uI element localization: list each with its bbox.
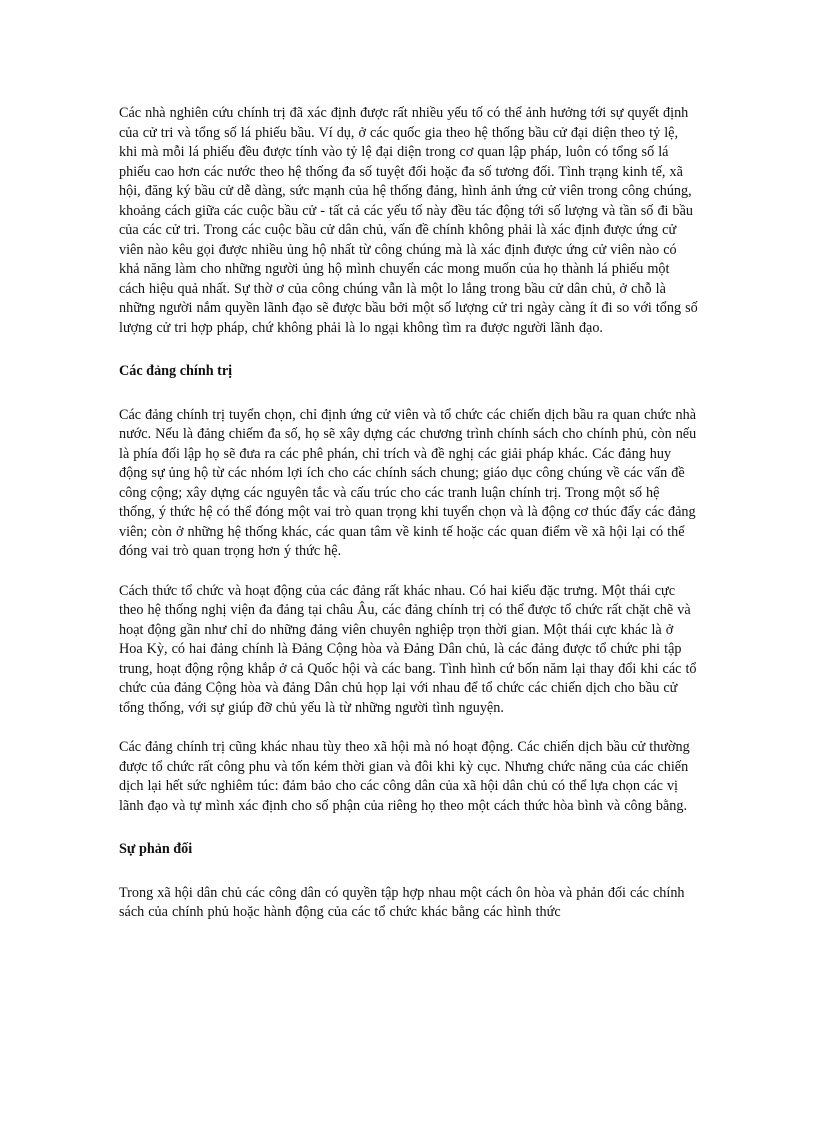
paragraph-voter-factors: Các nhà nghiên cứu chính trị đã xác định được rất nhiều yếu tố có thể ảnh hưởng tới sự quyết định của cử tri và tổng số lá phiếu bầu. Ví dụ, ở các quốc gia theo hệ thống bầu cử đại diện theo tỷ lệ, khi mà mỗi lá phiếu đều được tính vào tỷ lệ đại diện trong cơ quan lập pháp, luôn có tổng số lá phiếu cao hơn các nước theo hệ thống đa số tuyệt đối hoặc đa số tương đối. Tình trạng kinh tế, xã hội, đăng ký bầu cử dễ dàng, sức mạnh của hệ thống đảng, hình ảnh ứng cử viên trong công chúng, khoảng cách giữa các cuộc bầu cử - tất cả các yếu tố này đều tác động tới số lượng và tần số đi bầu của các cử tri. Trong các cuộc bầu cử dân chủ, vấn đề chính không phải là xác định được ứng cử viên nào kêu gọi được nhiều ủng hộ nhất từ công chúng mà là xác định được ứng cử viên nào có khả năng làm cho những người ủng hộ mình chuyển các mong muốn của họ thành lá phiếu một cách hiệu quả nhất. Sự thờ ơ của công chúng vẫn là một lo lắng trong bầu cử dân chủ, ở chỗ là những người nắm quyền lãnh đạo sẽ được bầu bởi một số lượng cử tri ngày càng ít đi so với tổng số lượng cử tri hợp pháp, chứ không phải là lo ngại không tìm ra được người lãnh đạo. <box>119 105 698 336</box>
document-page <box>119 104 699 923</box>
heading-political-parties: Các đảng chính trị <box>119 363 233 379</box>
heading-protest: Sự phản đối <box>119 841 193 857</box>
paragraph-party-campaigns: Các đảng chính trị cũng khác nhau tùy theo xã hội mà nó hoạt động. Các chiến dịch bầu cử thường được tổ chức rất công phu và tốn kém thời gian và đôi khi kỳ cục. Nhưng chức năng của các chiến dịch lại hết sức nghiêm túc: đảm bảo cho các công dân của xã hội dân chủ có thể lựa chọn các vị lãnh đạo và tự mình xác định cho số phận của riêng họ theo một cách thức hòa bình và công bằng. <box>119 739 690 814</box>
paragraph-protest-rights: Trong xã hội dân chủ các công dân có quyền tập hợp nhau một cách ôn hòa và phản đối các chính sách của chính phủ hoặc hành động của các tổ chức khác bằng các hình thức <box>119 884 685 920</box>
paragraph-party-organization: Cách thức tổ chức và hoạt động của các đảng rất khác nhau. Có hai kiểu đặc trưng. Một thái cực theo hệ thống nghị viện đa đảng tại châu Âu, các đảng chính trị có thể được tổ chức rất chặt chẽ và hoạt động gần như chỉ do những đảng viên chuyên nghiệp trọn thời gian. Một thái cực khác là ở Hoa Kỳ, có hai đảng chính là Đảng Cộng hòa và Đảng Dân chủ, là các đảng được tổ chức phi tập trung, hoạt động rộng khắp ở cả Quốc hội và các bang. Tình hình cứ bốn năm lại thay đổi khi các tổ chức của đảng Cộng hòa và đảng Dân chủ họp lại với nhau để tổ chức các chiến dịch cho bầu cử tổng thống, với sự giúp đỡ chủ yếu là từ những người tình nguyện. <box>119 582 697 716</box>
paragraph-party-roles: Các đảng chính trị tuyển chọn, chỉ định ứng cử viên và tổ chức các chiến dịch bầu ra quan chức nhà nước. Nếu là đảng chiếm đa số, họ sẽ xây dựng các chương trình chính sách cho chính phủ, còn nếu là phía đối lập họ sẽ đưa ra các phê phán, chỉ trích và đề nghị các giải pháp khác. Các đảng huy động sự ủng hộ từ các nhóm lợi ích cho các chính sách chung; giáo dục công chúng về các vấn đề công cộng; xây dựng các nguyên tắc và cấu trúc cho các tranh luận chính trị. Trong một số hệ thống, ý thức hệ có thể đóng một vai trò quan trọng khi tuyển chọn và là động cơ thúc đẩy các đảng viên; còn ở những hệ thống khác, các quan tâm về kinh tế hoặc các quan điểm về xã hội lại có thể đóng vai trò quan trọng hơn ý thức hệ. <box>119 406 697 559</box>
